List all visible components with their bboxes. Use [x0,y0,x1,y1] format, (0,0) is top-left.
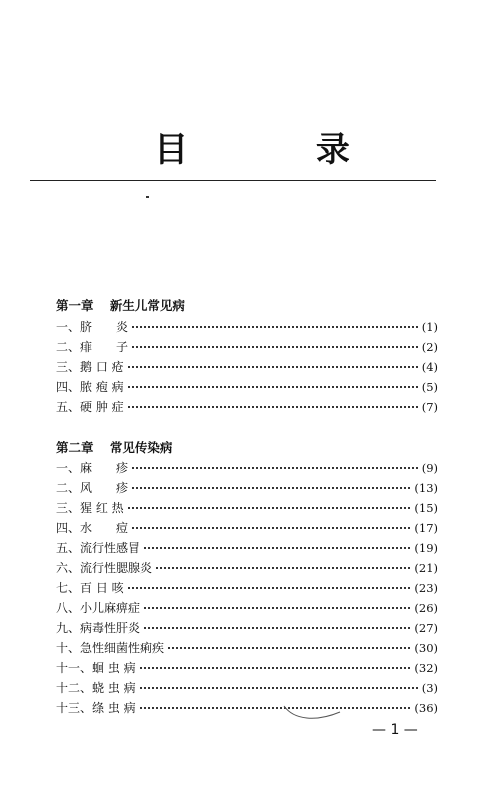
entry-page: (17) [414,521,438,535]
dot-leader [140,706,411,709]
toc-entry[interactable] [56,318,438,336]
toc-entry[interactable] [56,499,438,517]
entry-page: (15) [414,501,438,515]
entry-label: 五、流行性感冒 [56,541,141,555]
toc-entry[interactable] [56,679,438,697]
chapter-number: 第二章 [56,440,94,455]
entry-page: (4) [421,360,438,374]
chapter-heading [56,296,185,314]
entry-page: (26) [414,601,438,615]
entry-label: 一、脐 炎 [56,320,129,334]
toc-entry[interactable] [56,479,438,497]
toc-entry[interactable] [56,619,438,637]
toc-entry[interactable] [56,459,438,477]
dot-leader [168,646,410,649]
entry-page: (30) [414,641,438,655]
chapter-name: 新生儿常见病 [109,298,185,313]
entry-label: 三、鹅 口 疮 [56,360,124,374]
dot-leader [128,405,418,408]
dot-leader [144,606,410,609]
entry-label: 五、硬 肿 症 [56,400,124,414]
entry-page: (23) [414,581,438,595]
toc-entry[interactable] [56,338,438,356]
entry-page: (5) [421,380,438,394]
toc-entry[interactable] [56,639,438,657]
entry-page: (21) [414,561,438,575]
dot-leader [144,626,410,629]
entry-page: (7) [421,400,438,414]
chapter-heading [56,438,172,456]
dot-leader [132,526,410,529]
pencil-mark [282,702,352,724]
entry-label: 三、猩 红 热 [56,501,124,515]
entry-label: 八、小儿麻痹症 [56,601,141,615]
toc-entry[interactable] [56,579,438,597]
entry-label: 二、痱 子 [56,340,129,354]
dot-leader [128,385,418,388]
entry-page: (1) [421,320,438,334]
entry-label: 一、麻 疹 [56,461,129,475]
dot-leader [128,506,411,509]
entry-label: 十三、绦 虫 病 [56,701,136,715]
dot-leader [132,325,418,328]
toc-entry[interactable] [56,699,438,717]
entry-label: 四、脓 疱 病 [56,380,124,394]
entry-page: (13) [414,481,438,495]
dot-leader [132,486,410,489]
toc-entry[interactable] [56,519,438,537]
title-divider [30,180,436,181]
dot-leader [132,345,418,348]
entry-page: (2) [421,340,438,354]
entry-label: 二、风 疹 [56,481,129,495]
entry-label: 六、流行性腮腺炎 [56,561,153,575]
entry-label: 十二、蛲 虫 病 [56,681,136,695]
page-number: — 1 — [372,722,418,738]
dot-leader [156,566,410,569]
entry-page: (9) [421,461,438,475]
dot-leader [128,365,418,368]
chapter-name: 常见传染病 [109,440,173,455]
dot-leader [132,466,418,469]
dot-leader [128,586,411,589]
entry-label: 九、病毒性肝炎 [56,621,141,635]
entry-label: 十一、蛔 虫 病 [56,661,136,675]
entry-page: (32) [414,661,438,675]
dot-leader [140,686,418,689]
entry-page: (27) [414,621,438,635]
dot-leader [140,666,411,669]
entry-page: (3) [421,681,438,695]
toc-entry[interactable] [56,539,438,557]
toc-entry[interactable] [56,559,438,577]
dot-leader [144,546,410,549]
page-title: 目 录 [154,130,408,170]
toc-entry[interactable] [56,358,438,376]
entry-page: (19) [414,541,438,555]
toc-entry[interactable] [56,398,438,416]
entry-label: 四、水 痘 [56,521,129,535]
entry-label: 十、急性细菌性痢疾 [56,641,165,655]
toc-entry[interactable] [56,378,438,396]
entry-label: 七、百 日 咳 [56,581,124,595]
print-speck [146,196,149,198]
toc-entry[interactable] [56,599,438,617]
entry-page: (36) [414,701,438,715]
toc-entry[interactable] [56,659,438,677]
chapter-number: 第一章 [56,298,94,313]
